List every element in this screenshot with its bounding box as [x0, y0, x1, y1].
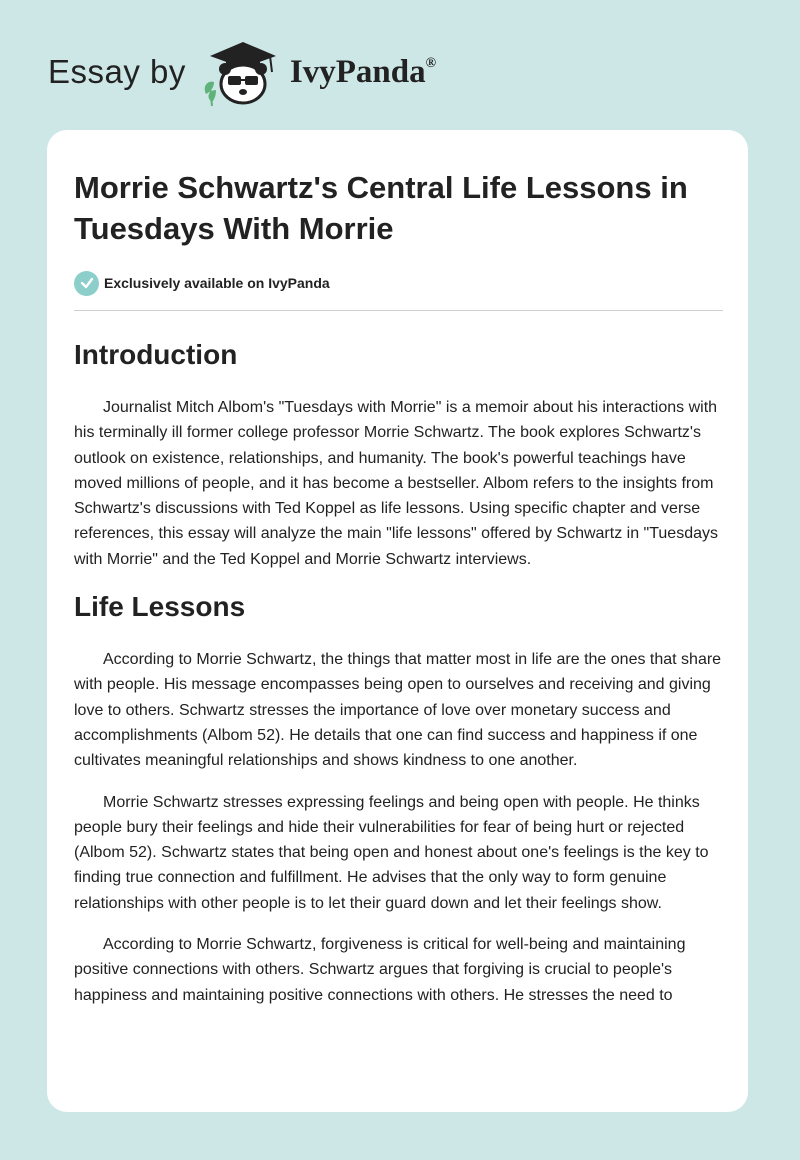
brand-name-text: IvyPanda	[289, 53, 426, 90]
registered-mark: ®	[425, 55, 437, 71]
section-heading-life-lessons: Life Lessons	[74, 591, 246, 623]
paragraph: According to Morrie Schwartz, forgiveness is critical for well-being and maintaining positive connections with others. Schwartz argues that forgiving is crucial to people's happiness and maintaining positive connections with others. He stresses the need to	[74, 936, 686, 1004]
exclusive-badge	[74, 268, 723, 298]
paragraph: Morrie Schwartz stresses expressing feelings and being open with people. He thinks people bury their feelings and hide their vulnerabilities for fear of being hurt or rejected (Albom 52). Schwartz states that being open and honest about one's feelings is the key to finding true connection and fulfillment. He advises that the only way to form genuine relationships with other people is to let their guard down and let their feelings show.	[74, 793, 709, 912]
essay-card	[47, 130, 748, 1112]
brand-name[interactable]	[290, 54, 436, 91]
panda-logo-icon[interactable]	[200, 36, 286, 108]
page-title: Morrie Schwartz's Central Life Lessons in Tuesdays With Morrie	[74, 170, 688, 246]
check-circle-icon	[74, 271, 99, 296]
brand-prefix: Essay by	[48, 53, 186, 90]
site-header	[48, 36, 436, 108]
paragraph: According to Morrie Schwartz, the things that matter most in life are the ones that share with people. His message encompasses being open to ourselves and receiving and giving love to others. Schwartz stresses the importance of love over monetary success and accomplishments (Albom 52). He details that one can find success and happiness if one cultivates meaningful relationships and shows kindness to one another.	[74, 651, 722, 770]
essay-content	[74, 130, 723, 1008]
section-heading-introduction: Introduction	[74, 339, 238, 370]
paragraph: Journalist Mitch Albom's "Tuesdays with Morrie" is a memoir about his interactions with his terminally ill former college professor Morrie Schwartz. The book explores Schwartz's outlook on existence, relationships, and humanity. The book's powerful teachings have moved millions of people, and it has become a bestseller. Albom refers to the insights from Schwartz's discussions with Ted Koppel as life lessons. Using specific chapter and verse references, this essay will analyze the main "life lessons" offered by Schwartz in "Tuesdays with Morrie" and the Ted Koppel and Morrie Schwartz interviews.	[74, 399, 718, 568]
divider	[74, 310, 723, 311]
exclusive-label: Exclusively available on IvyPanda	[104, 275, 330, 291]
